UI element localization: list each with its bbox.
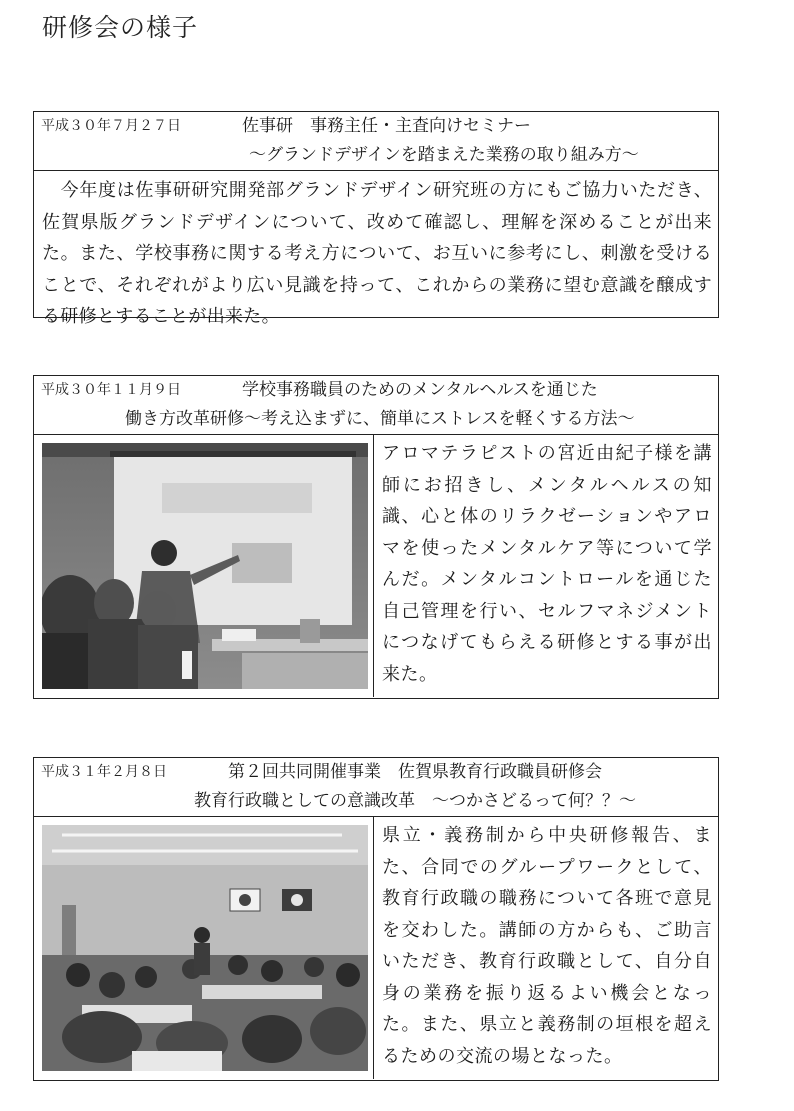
session-header-3 [34, 758, 718, 817]
session-subject: 佐事研 事務主任・主査向けセミナー [242, 116, 531, 136]
session-subject: 第２回共同開催事業 佐賀県教育行政職員研修会 [228, 762, 602, 782]
session-header-2 [34, 376, 718, 435]
session-date: 平成３１年２月８日 [41, 764, 167, 780]
session-subtitle: 働き方改革研修～考え込まずに、簡単にストレスを軽くする方法～ [125, 409, 635, 429]
workshop-photo [42, 825, 368, 1071]
session-box-3 [33, 757, 719, 1081]
session-subject: 学校事務職員のためのメンタルヘルスを通じた [242, 380, 598, 400]
photo-cell [34, 435, 374, 697]
page-title: 研修会の様子 [42, 13, 199, 42]
session-subtitle: 教育行政職としての意識改革 ～つかさどるって何？？～ [194, 791, 636, 811]
session-description: 県立・義務制から中央研修報告、また、合同でのグループワークとして、教育行政職の職務について各班で意見を交わした。講師の方からも、ご助言いただき、教育行政職として、自分自身の業務を振り返るよい機会となった。また、県立と義務制の垣根を超えるための交流の場となった。 [382, 825, 712, 1067]
session-subtitle: ～グランドデザインを踏まえた業務の取り組み方～ [249, 145, 639, 165]
session-description: アロマテラピストの宮近由紀子様を講師にお招きし、メンタルヘルスの知識、心と体のリラクゼーションやアロマを使ったメンタルケア等について学んだ。メンタルコントロールを通じた自己管理を行い、セルフマネジメントにつなげてもらえる研修とする事が出来た。 [382, 443, 712, 685]
session-description: 今年度は佐事研研究開発部グランドデザイン研究班の方にもご協力いただき、佐賀県版グランドデザインについて、改めて確認し、理解を深めることが出来た。また、学校事務に関する考え方について、お互いに参考にし、刺激を受けることで、それぞれがより広い見識を持って、これからの業務に望む意識を醸成する研修とすることが出来た。 [42, 180, 712, 327]
seminar-photo [42, 443, 368, 689]
session-header-1 [34, 112, 718, 171]
session-date: 平成３０年７月２７日 [41, 118, 181, 134]
photo-cell [34, 817, 374, 1079]
session-box-2 [33, 375, 719, 699]
session-box-1 [33, 111, 719, 327]
session-date: 平成３０年１１月９日 [41, 382, 181, 398]
